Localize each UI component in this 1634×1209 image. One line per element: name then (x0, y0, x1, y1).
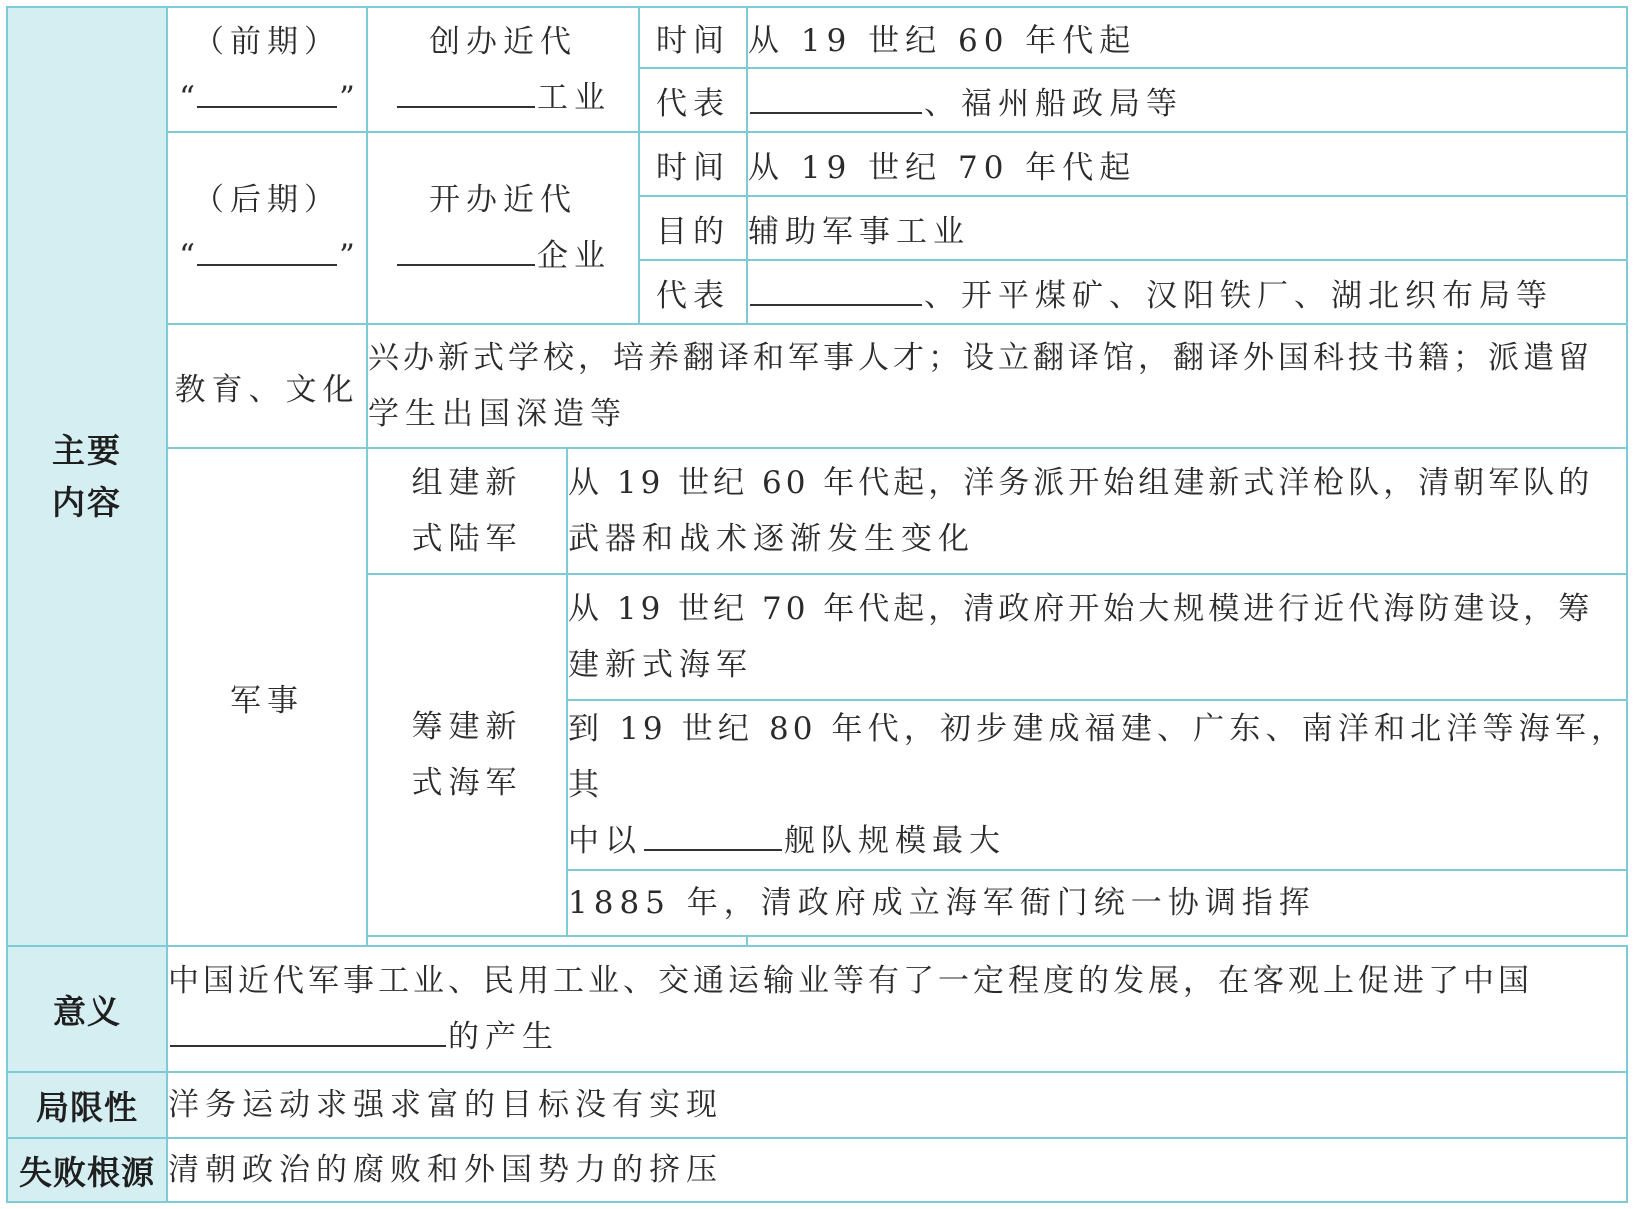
navy-label-line-1: 筹建新 (411, 709, 523, 745)
quote-open: “ (179, 79, 195, 116)
late-enterprise-blank[interactable] (397, 238, 535, 266)
army-row (7, 448, 1627, 574)
early-time-row (7, 7, 1627, 68)
education-line-1: 兴办新式学校，培养翻译和军事人才；设立翻译馆，翻译外国科技书籍；派遣留 (368, 340, 1593, 376)
late-rep-label: 代表 (639, 260, 747, 324)
significance-line-1: 中国近代军事工业、民用工业、交通运输业等有了一定程度的发展，在客观上促进了中国 (168, 963, 1533, 999)
army-label-cell (367, 448, 567, 574)
late-period-cell (167, 132, 367, 324)
education-row (7, 324, 1627, 448)
late-time-value: 从 19 世纪 70 年代起 (747, 132, 1627, 196)
army-line-2: 武器和战术逐渐发生变化 (568, 521, 975, 557)
significance-label: 意义 (7, 946, 167, 1072)
early-action-cell (367, 7, 639, 132)
significance-post: 的产生 (448, 1019, 559, 1055)
navy-content-c (567, 870, 1627, 936)
main-content-label-text: 主要内容 (52, 430, 122, 522)
late-rep-cell (747, 260, 1627, 324)
navy-a-line-2: 建新式海军 (568, 647, 753, 683)
late-action-bottom-line (368, 228, 638, 284)
early-rep-blank[interactable] (750, 86, 922, 114)
late-rep-blank[interactable] (750, 278, 922, 306)
navy-b-line-2 (568, 813, 1626, 869)
late-action-bottom: 企业 (537, 238, 611, 274)
fleet-blank[interactable] (644, 823, 782, 851)
navy-b-post: 舰队规模最大 (784, 823, 1006, 859)
summary-table-wrapper (6, 6, 1628, 1203)
navy-c-line: 1885 年，清政府成立海军衙门统一协调指挥 (568, 885, 1316, 921)
early-name-blank[interactable] (197, 80, 337, 108)
failure-content: 清朝政治的腐败和外国势力的挤压 (167, 1138, 1627, 1202)
limitation-content: 洋务运动求强求富的目标没有实现 (167, 1072, 1627, 1138)
early-action-bottom-line (368, 70, 638, 126)
navy-a-line-1: 从 19 世纪 70 年代起，清政府开始大规模进行近代海防建设，筹 (568, 591, 1594, 627)
late-period-text: （后期） (193, 182, 341, 218)
late-purpose-value: 辅助军事工业 (747, 196, 1627, 260)
significance-content (167, 946, 1627, 1072)
early-period-text: （前期） (193, 23, 341, 60)
navy-b-line-1: 到 19 世纪 80 年代，初步建成福建、广东、南洋和北洋等海军，其 (568, 711, 1626, 803)
late-rep-value: 、开平煤矿、汉阳铁厂、湖北织布局等 (924, 277, 1553, 314)
early-rep-cell (747, 68, 1627, 132)
significance-blank[interactable] (170, 1019, 446, 1047)
early-industry-blank[interactable] (397, 80, 535, 108)
early-period-quote (168, 70, 366, 126)
late-action-cell (367, 132, 639, 324)
early-time-label: 时间 (639, 7, 747, 68)
late-time-label: 时间 (639, 132, 747, 196)
early-action-top: 创办近代 (429, 23, 577, 60)
army-label-line-1: 组建新 (411, 465, 523, 501)
navy-label-cell (367, 574, 567, 936)
army-label-line-2: 式陆军 (411, 521, 523, 557)
navy-content-a (567, 574, 1627, 700)
significance-row (7, 946, 1627, 1072)
limitation-row (7, 1072, 1627, 1138)
main-content-label (7, 7, 167, 946)
navy-b-pre: 中以 (568, 823, 642, 859)
failure-label: 失败根源 (7, 1138, 167, 1202)
limitation-label: 局限性 (7, 1072, 167, 1138)
education-label: 教育、文化 (167, 324, 367, 448)
education-line-2: 学生出国深造等 (368, 396, 627, 432)
navy-label-line-2: 式海军 (411, 765, 523, 801)
early-rep-label: 代表 (639, 68, 747, 132)
yangwu-movement-table (6, 6, 1628, 1203)
late-action-top: 开办近代 (429, 182, 577, 218)
significance-line-2 (168, 1009, 1626, 1065)
army-line-1: 从 19 世纪 60 年代起，洋务派开始组建新式洋枪队，清朝军队的 (568, 465, 1594, 501)
army-content (567, 448, 1627, 574)
military-label: 军事 (167, 448, 367, 946)
early-time-value: 从 19 世纪 60 年代起 (747, 7, 1627, 68)
late-purpose-label: 目的 (639, 196, 747, 260)
late-name-blank[interactable] (197, 238, 337, 266)
early-period-cell (167, 7, 367, 132)
education-content (367, 324, 1627, 448)
early-rep-value: 、福州船政局等 (924, 85, 1183, 122)
late-period-quote (168, 228, 366, 284)
failure-row (7, 1138, 1627, 1202)
late-time-row (7, 132, 1627, 196)
early-action-bottom: 工业 (537, 79, 611, 116)
quote-open: “ (179, 238, 195, 274)
military-spacer (367, 936, 747, 946)
quote-close: ” (339, 79, 355, 116)
navy-content-b (567, 700, 1627, 870)
quote-close: ” (339, 238, 355, 274)
